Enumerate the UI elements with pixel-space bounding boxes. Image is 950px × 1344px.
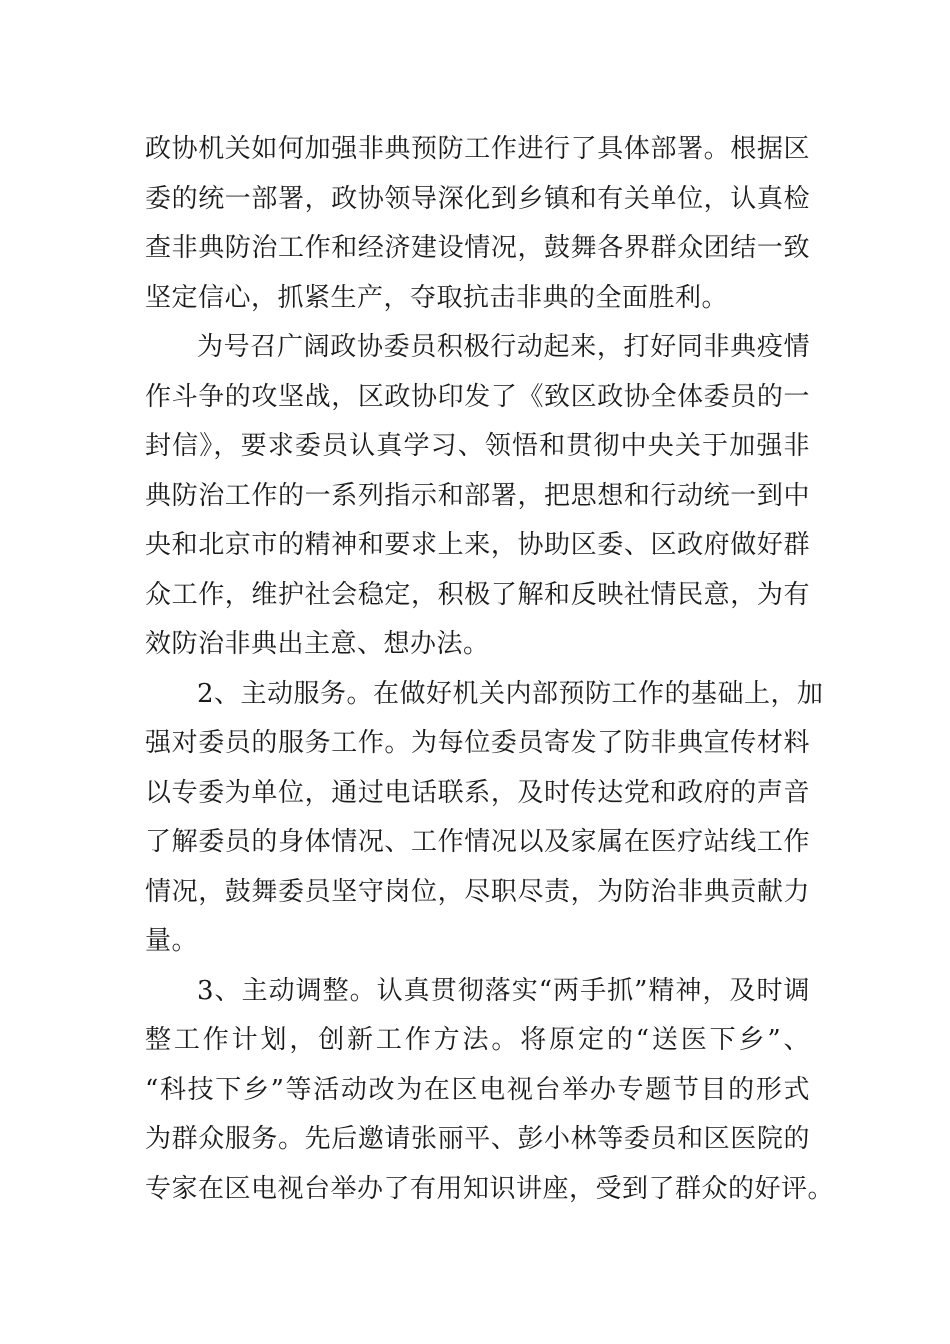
text-line: 众工作，维护社会稳定，积极了解和反映社情民意，为有	[145, 579, 810, 610]
text-line: 委的统一部署，政协领导深化到乡镇和有关单位，认真检	[145, 183, 810, 214]
text-line: 政协机关如何加强非典预防工作进行了具体部署。根据区	[145, 134, 810, 164]
text-line: 为号召广阔政协委员积极行动起来，打好同非典疫情	[197, 332, 810, 362]
text-line: 以专委为单位，通过电话联系，及时传达党和政府的声音	[145, 777, 810, 808]
text-line: 整工作计划，创新工作方法。将原定的“送医下乡”、	[145, 1025, 810, 1055]
text-line: 坚定信心，抓紧生产，夺取抗击非典的全面胜利。	[145, 282, 729, 313]
paragraph	[145, 670, 824, 967]
text-line: 了解委员的身体情况、工作情况以及家属在医疗站线工作	[145, 827, 810, 857]
text-line: 央和北京市的精神和要求上来，协助区委、区政府做好群	[145, 530, 810, 560]
text-line: 效防治非典出主意、想办法。	[145, 629, 490, 659]
text-line: 作斗争的攻坚战，区政协印发了《致区政协全体委员的一	[145, 381, 810, 412]
text-line: “科技下乡”等活动改为在区电视台举办专题节目的形式	[145, 1074, 810, 1105]
text-line: 专家在区电视台举办了有用知识讲座，受到了群众的好评。	[145, 1173, 835, 1204]
paragraph	[145, 323, 810, 670]
paragraph	[145, 967, 835, 1215]
text-line: 典防治工作的一系列指示和部署，把思想和行动统一到中	[145, 480, 810, 511]
text-line: 封信》，要求委员认真学习、领悟和贯彻中央关于加强非	[145, 431, 810, 461]
document-body	[145, 125, 835, 1214]
text-line: 为群众服务。先后邀请张丽平、彭小林等委员和区医院的	[145, 1124, 810, 1154]
text-line: 强对委员的服务工作。为每位委员寄发了防非典宣传材料	[145, 728, 810, 758]
text-line: 量。	[145, 926, 199, 956]
text-line: 2、主动服务。在做好机关内部预防工作的基础上，加	[197, 678, 824, 709]
paragraph	[145, 125, 810, 323]
text-line: 3、主动调整。认真贯彻落实“两手抓”精神，及时调	[197, 975, 810, 1006]
text-line: 情况，鼓舞委员坚守岗位，尽职尽责，为防治非典贡献力	[145, 876, 810, 907]
text-line: 查非典防治工作和经济建设情况，鼓舞各界群众团结一致	[145, 233, 810, 263]
